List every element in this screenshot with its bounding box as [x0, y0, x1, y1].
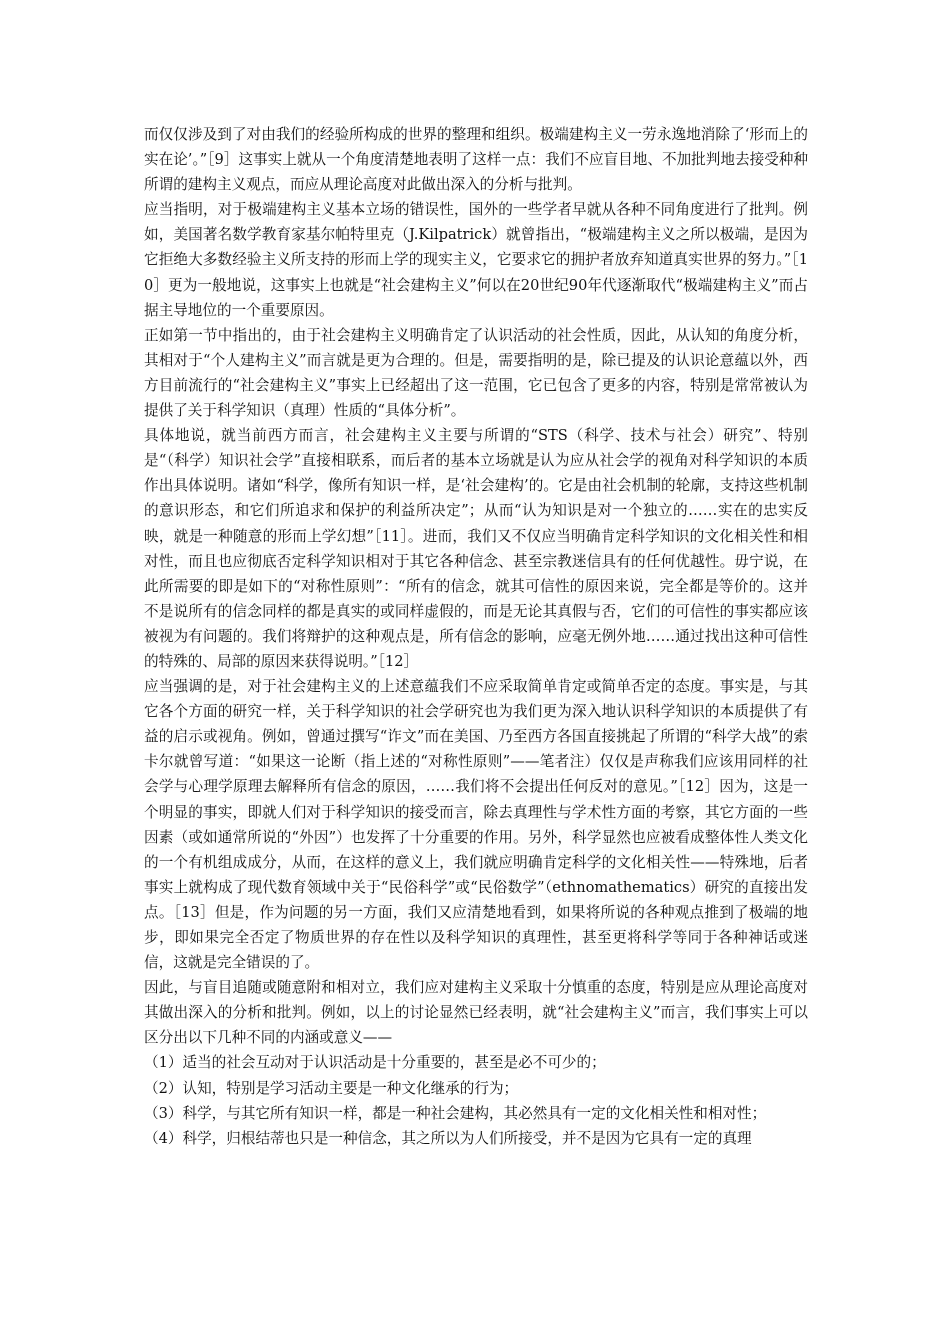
paragraph: 正如第一节中指出的，由于社会建构主义明确肯定了认识活动的社会性质，因此，从认知的角度分析，其相对于“个人建构主义”而言就是更为合理的。但是，需要指明的是，除已提及的认识论意蕴以外，西方目前流行的“社会建构主义”事实上已经超出了这一范围，它已包含了更多的内容，特别是常常被认为提供了关于科学知识（真理）性质的“具体分析”。	[144, 326, 808, 420]
paragraph: 具体地说，就当前西方而言，社会建构主义主要与所谓的“STS（科学、技术与社会）研究”、特别是“（科学）知识社会学”直接相联系，而后者的基本立场就是认为应从社会学的视角对科学知识的本质作出具体说明。诸如“科学，像所有知识一样，是‘社会建构’的。它是由社会机制的轮廓，支持这些机制的意识形态，和它们所追求和保护的利益所决定”；从而“认为知识是对一个独立的……实在的忠实反映，就是一种随意的形而上学幻想”［11］。进而，我们又不仅应当明确肯定科学知识的文化相关性和相对性，而且也应彻底否定科学知识相对于其它各种信念、甚至宗教迷信具有的任何优越性。毋宁说，在此所需要的即是如下的“对称性原则”：“所有的信念，就其可信性的原因来说，完全都是等价的。这并不是说所有的信念同样的都是真实的或同样虚假的，而是无论其真假与否，它们的可信性的事实都应该被视为有问题的。我们将辩护的这种观点是，所有信念的影响，应毫无例外地……通过找出这种可信性的特殊的、局部的原因来获得说明。”［12］	[144, 427, 808, 670]
document-body	[144, 122, 808, 1151]
paragraph: 应当强调的是，对于社会建构主义的上述意蕴我们不应采取简单肯定或简单否定的态度。事实是，与其它各个方面的研究一样，关于科学知识的社会学研究也为我们更为深入地认识科学知识的本质提供了有益的启示或视角。例如，曾通过撰写“诈文”而在美国、乃至西方各国直接挑起了所谓的“科学大战”的索卡尔就曾写道：“如果这一论断（指上述的“对称性原则”——笔者注）仅仅是声称我们应该用同样的社会学与心理学原理去解释所有信念的原因，……我们将不会提出任何反对的意见。”［12］因为，这是一个明显的事实，即就人们对于科学知识的接受而言，除去真理性与学术性方面的考察，其它方面的一些因素（或如通常所说的“外因”）也发挥了十分重要的作用。另外，科学显然也应被看成整体性人类文化的一个有机组成成分，从而，在这样的意义上，我们就应明确肯定科学的文化相关性——特殊地，后者事实上就构成了现代数育领域中关于“民俗科学”或“民俗数学”（ethnomathematics）研究的直接出发点。［13］但是，作为问题的另一方面，我们又应清楚地看到，如果将所说的各种观点推到了极端的地步，即如果完全否定了物质世界的存在性以及科学知识的真理性，甚至更将科学等同于各种神话或迷信，这就是完全错误的了。	[144, 678, 808, 972]
list-item: （4）科学，归根结蒂也只是一种信念，其之所以为人们所接受，并不是因为它具有一定的真理	[144, 1129, 752, 1147]
paragraph: 而仅仅涉及到了对由我们的经验所构成的世界的整理和组织。极端建构主义一劳永逸地消除了‘形而上的实在论’。”［9］这事实上就从一个角度清楚地表明了这样一点：我们不应盲目地、不加批判地去接受种种所谓的建构主义观点，而应从理论高度对此做出深入的分析与批判。	[144, 126, 808, 194]
list-item: （2）认知，特别是学习活动主要是一种文化继承的行为；	[144, 1079, 519, 1097]
paragraph: 应当指明，对于极端建构主义基本立场的错误性，国外的一些学者早就从各种不同角度进行了批判。例如，美国著名数学教育家基尔帕特里克（J.Kilpatrick）就曾指出，“极端建构主义之所以极端，是因为它拒绝大多数经验主义所支持的形而上学的现实主义，它要求它的拥护者放弃知道真实世界的努力。”［10］更为一般地说，这事实上也就是“社会建构主义”何以在20世纪90年代逐渐取代“极端建构主义”而占据主导地位的一个重要原因。	[144, 201, 808, 319]
list-item: （1）适当的社会互动对于认识活动是十分重要的，甚至是必不可少的；	[144, 1054, 606, 1072]
paragraph: 因此，与盲目追随或随意附和相对立，我们应对建构主义采取十分慎重的态度，特别是应从理论高度对其做出深入的分析和批判。例如，以上的讨论显然已经表明，就“社会建构主义”而言，我们事实上可以区分出以下几种不同的内涵或意义——	[144, 979, 808, 1047]
list-item: （3）科学，与其它所有知识一样，都是一种社会建构，其必然具有一定的文化相关性和相对性；	[144, 1104, 767, 1122]
